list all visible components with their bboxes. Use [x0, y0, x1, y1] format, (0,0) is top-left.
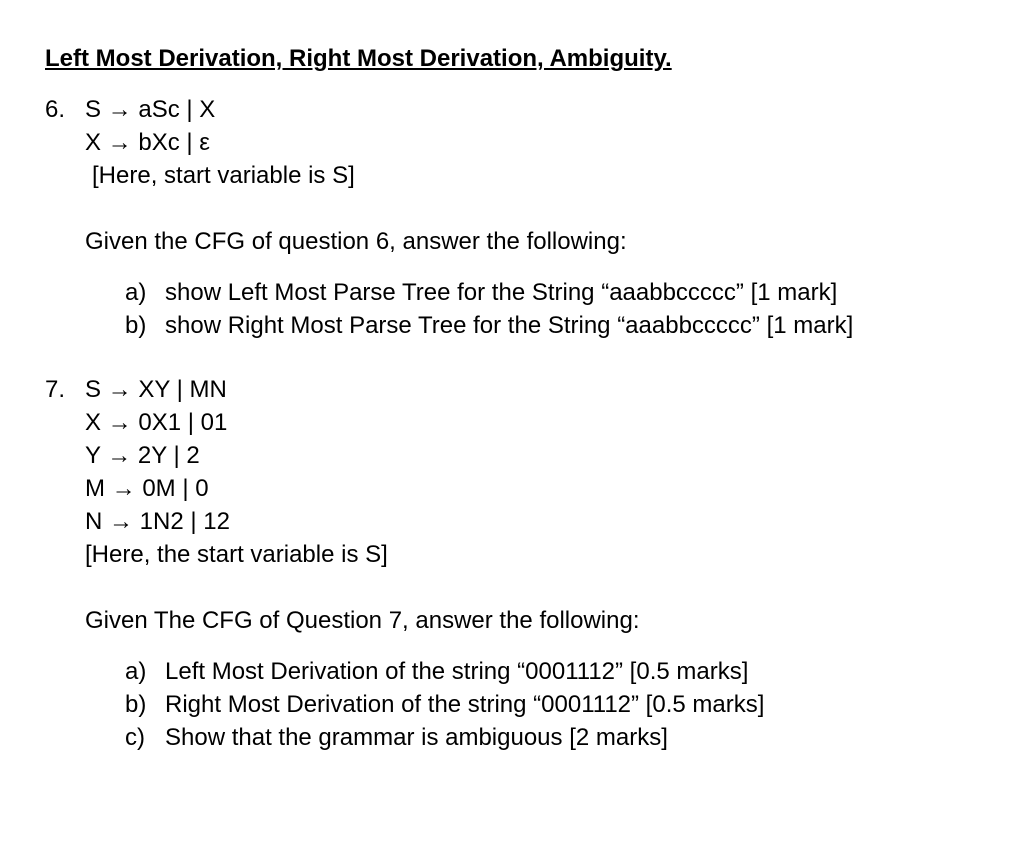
sub-question [125, 688, 764, 721]
sub-questions [125, 276, 853, 342]
grammar-rule: Y → 2Y | 2 [85, 442, 200, 469]
sub-question-text: Left Most Derivation of the string “0001112” [0.5 marks] [165, 658, 749, 685]
question-number: 6. [45, 96, 66, 123]
grammar-rule: M → 0M | 0 [85, 475, 209, 502]
start-variable-note: [Here, start variable is S] [92, 162, 355, 189]
sub-question-label: c) [125, 724, 145, 751]
sub-question-label: b) [125, 691, 147, 718]
grammar-rule: S → aSc | X [85, 96, 216, 123]
question-number: 7. [45, 376, 66, 403]
question-prompt: Given the CFG of question 6, answer the following: [85, 228, 627, 255]
start-variable-note: [Here, the start variable is S] [85, 541, 388, 568]
question-prompt: Given The CFG of Question 7, answer the following: [85, 607, 640, 634]
grammar-rule: X → 0X1 | 01 [85, 409, 228, 436]
sub-question [125, 721, 764, 754]
sub-question-label: b) [125, 312, 147, 339]
sub-question-label: a) [125, 279, 147, 306]
sub-question-label: a) [125, 658, 147, 685]
sub-question-text: show Left Most Parse Tree for the String “aaabbccccc” [1 mark] [165, 279, 838, 306]
sub-question [125, 276, 853, 309]
sub-questions [125, 655, 764, 754]
question-6 [45, 93, 853, 342]
sub-question [125, 655, 764, 688]
sub-question-text: Right Most Derivation of the string “0001112” [0.5 marks] [165, 691, 765, 718]
grammar-rule: S → XY | MN [85, 376, 227, 403]
grammar-rule: N → 1N2 | 12 [85, 508, 230, 535]
page-title: Left Most Derivation, Right Most Derivation, Ambiguity. [45, 45, 672, 72]
grammar-rule: X → bXc | ε [85, 129, 210, 156]
grammar-rules [85, 93, 853, 342]
grammar-rules [85, 373, 764, 754]
question-7 [45, 373, 764, 754]
sub-question [125, 309, 853, 342]
sub-question-text: Show that the grammar is ambiguous [2 marks] [165, 724, 668, 751]
sub-question-text: show Right Most Parse Tree for the String “aaabbccccc” [1 mark] [165, 312, 854, 339]
